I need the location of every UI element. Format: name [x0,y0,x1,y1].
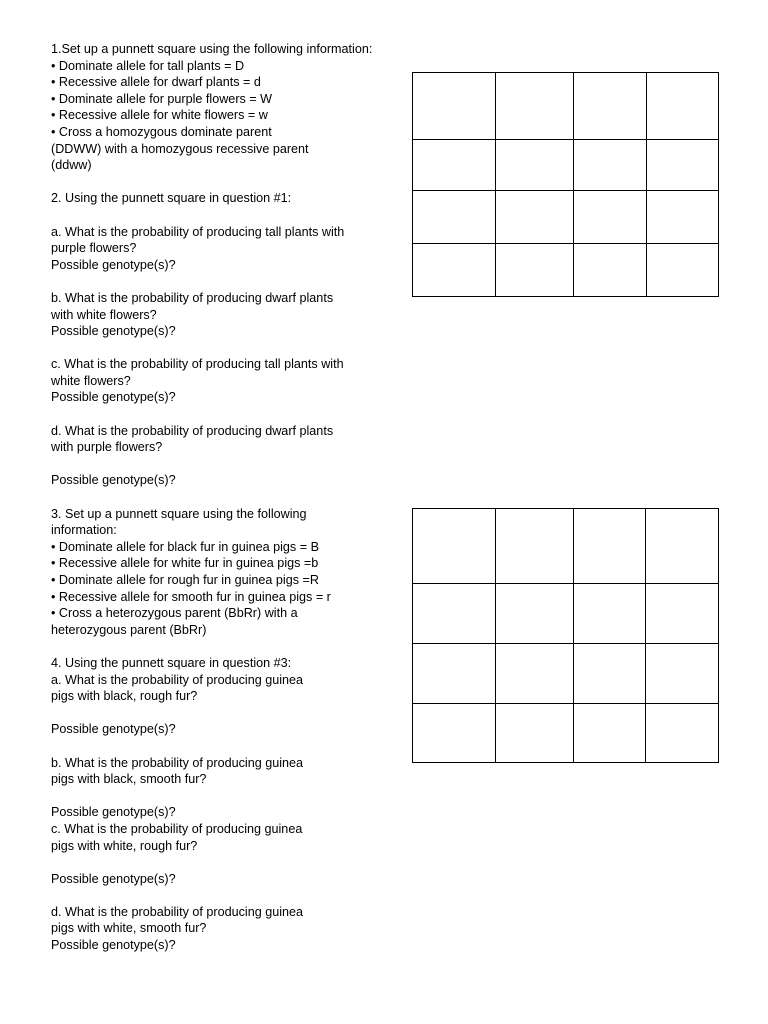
grid1-cell[interactable] [413,244,496,297]
grid1-cell[interactable] [647,140,719,191]
grid2-cell[interactable] [646,644,719,704]
q4c-line-2: pigs with white, rough fur? [51,838,198,853]
grid2-cell[interactable] [574,584,646,644]
q4b-line-2: pigs with black, smooth fur? [51,772,207,787]
q1-bullet-purple: • Dominate allele for purple flowers = W [51,91,273,106]
q2a-line-1: a. What is the probability of producing tall plants with [51,224,345,239]
grid1-cell[interactable] [574,244,647,297]
q3-intro-1: 3. Set up a punnett square using the following [51,506,307,521]
grid1-cell[interactable] [413,191,496,244]
grid2-cell[interactable] [413,584,496,644]
grid2-cell[interactable] [646,509,719,584]
grid2-cell[interactable] [496,704,574,763]
q3-cross-cont: heterozygous parent (BbRr) [51,622,207,637]
q4c-line-1: c. What is the probability of producing guinea [51,821,303,836]
grid1-cell[interactable] [647,191,719,244]
q3-bullet-white: • Recessive allele for white fur in guinea pigs =b [51,556,319,571]
q2d-line-2: with purple flowers? [51,440,163,455]
q4d-genotype: Possible genotype(s)? [51,938,176,953]
grid2-cell[interactable] [574,509,646,584]
q4a-genotype: Possible genotype(s)? [51,722,176,737]
grid2-cell[interactable] [646,704,719,763]
q2b-line-1: b. What is the probability of producing dwarf plants [51,290,334,305]
q3-bullet-rough: • Dominate allele for rough fur in guinea pigs =R [51,573,319,587]
q4a-line-1: a. What is the probability of producing guinea [51,672,304,687]
q2b-line-2: with white flowers? [51,307,157,322]
q1-cross-cont-2: (ddww) [51,158,92,173]
q2c-line-1: c. What is the probability of producing tall plants with [51,357,344,372]
grid1-cell[interactable] [574,191,647,244]
q1-bullet-dwarf: • Recessive allele for dwarf plants = d [51,75,261,90]
grid2-cell[interactable] [413,509,496,584]
grid2-cell[interactable] [574,704,646,763]
grid1-cell[interactable] [413,73,496,140]
q4-intro: 4. Using the punnett square in question #3: [51,655,292,670]
q1-bullet-cross: • Cross a homozygous dominate parent [51,124,272,139]
q2b-genotype: Possible genotype(s)? [51,324,176,339]
grid1-cell[interactable] [496,244,574,297]
punnett-square-1 [412,72,719,297]
q1-intro: 1.Set up a punnett square using the following information: [51,42,373,56]
grid2-cell[interactable] [496,584,574,644]
q2-intro: 2. Using the punnett square in question #1: [51,191,292,206]
q3-bullet-cross: • Cross a heterozygous parent (BbRr) with a [51,606,298,621]
grid1-cell[interactable] [574,140,647,191]
grid1-cell[interactable] [647,73,719,140]
grid1-cell[interactable] [496,140,574,191]
q4c-genotype: Possible genotype(s)? [51,871,176,886]
q2a-line-2: purple flowers? [51,241,137,256]
grid2-cell[interactable] [496,644,574,704]
grid1-cell[interactable] [496,73,574,140]
q4d-line-2: pigs with white, smooth fur? [51,921,207,936]
q2a-genotype: Possible genotype(s)? [51,257,176,272]
grid2-cell[interactable] [413,644,496,704]
grid2-cell[interactable] [646,584,719,644]
q3-intro-2: information: [51,523,117,538]
q4a-line-2: pigs with black, rough fur? [51,689,198,704]
q4b-genotype: Possible genotype(s)? [51,805,176,820]
punnett-square-2 [412,508,719,763]
q2c-genotype: Possible genotype(s)? [51,390,176,405]
q1-bullet-tall: • Dominate allele for tall plants = D [51,58,245,73]
q1-cross-cont-1: (DDWW) with a homozygous recessive parent [51,141,309,156]
q2d-line-1: d. What is the probability of producing dwarf plants [51,423,334,438]
q3-bullet-black: • Dominate allele for black fur in guinea pigs = B [51,539,319,554]
grid1-cell[interactable] [647,244,719,297]
q4b-line-1: b. What is the probability of producing guinea [51,755,304,770]
q1-bullet-white: • Recessive allele for white flowers = w [51,108,268,123]
q2c-line-2: white flowers? [51,373,131,388]
grid2-cell[interactable] [496,509,574,584]
grid1-cell[interactable] [574,73,647,140]
grid2-cell[interactable] [574,644,646,704]
q3-bullet-smooth: • Recessive allele for smooth fur in guinea pigs = r [51,589,331,604]
q4d-line-1: d. What is the probability of producing guinea [51,904,304,919]
worksheet-text [51,41,411,954]
grid1-cell[interactable] [496,191,574,244]
grid2-cell[interactable] [413,704,496,763]
q2d-genotype: Possible genotype(s)? [51,473,176,488]
grid1-cell[interactable] [413,140,496,191]
